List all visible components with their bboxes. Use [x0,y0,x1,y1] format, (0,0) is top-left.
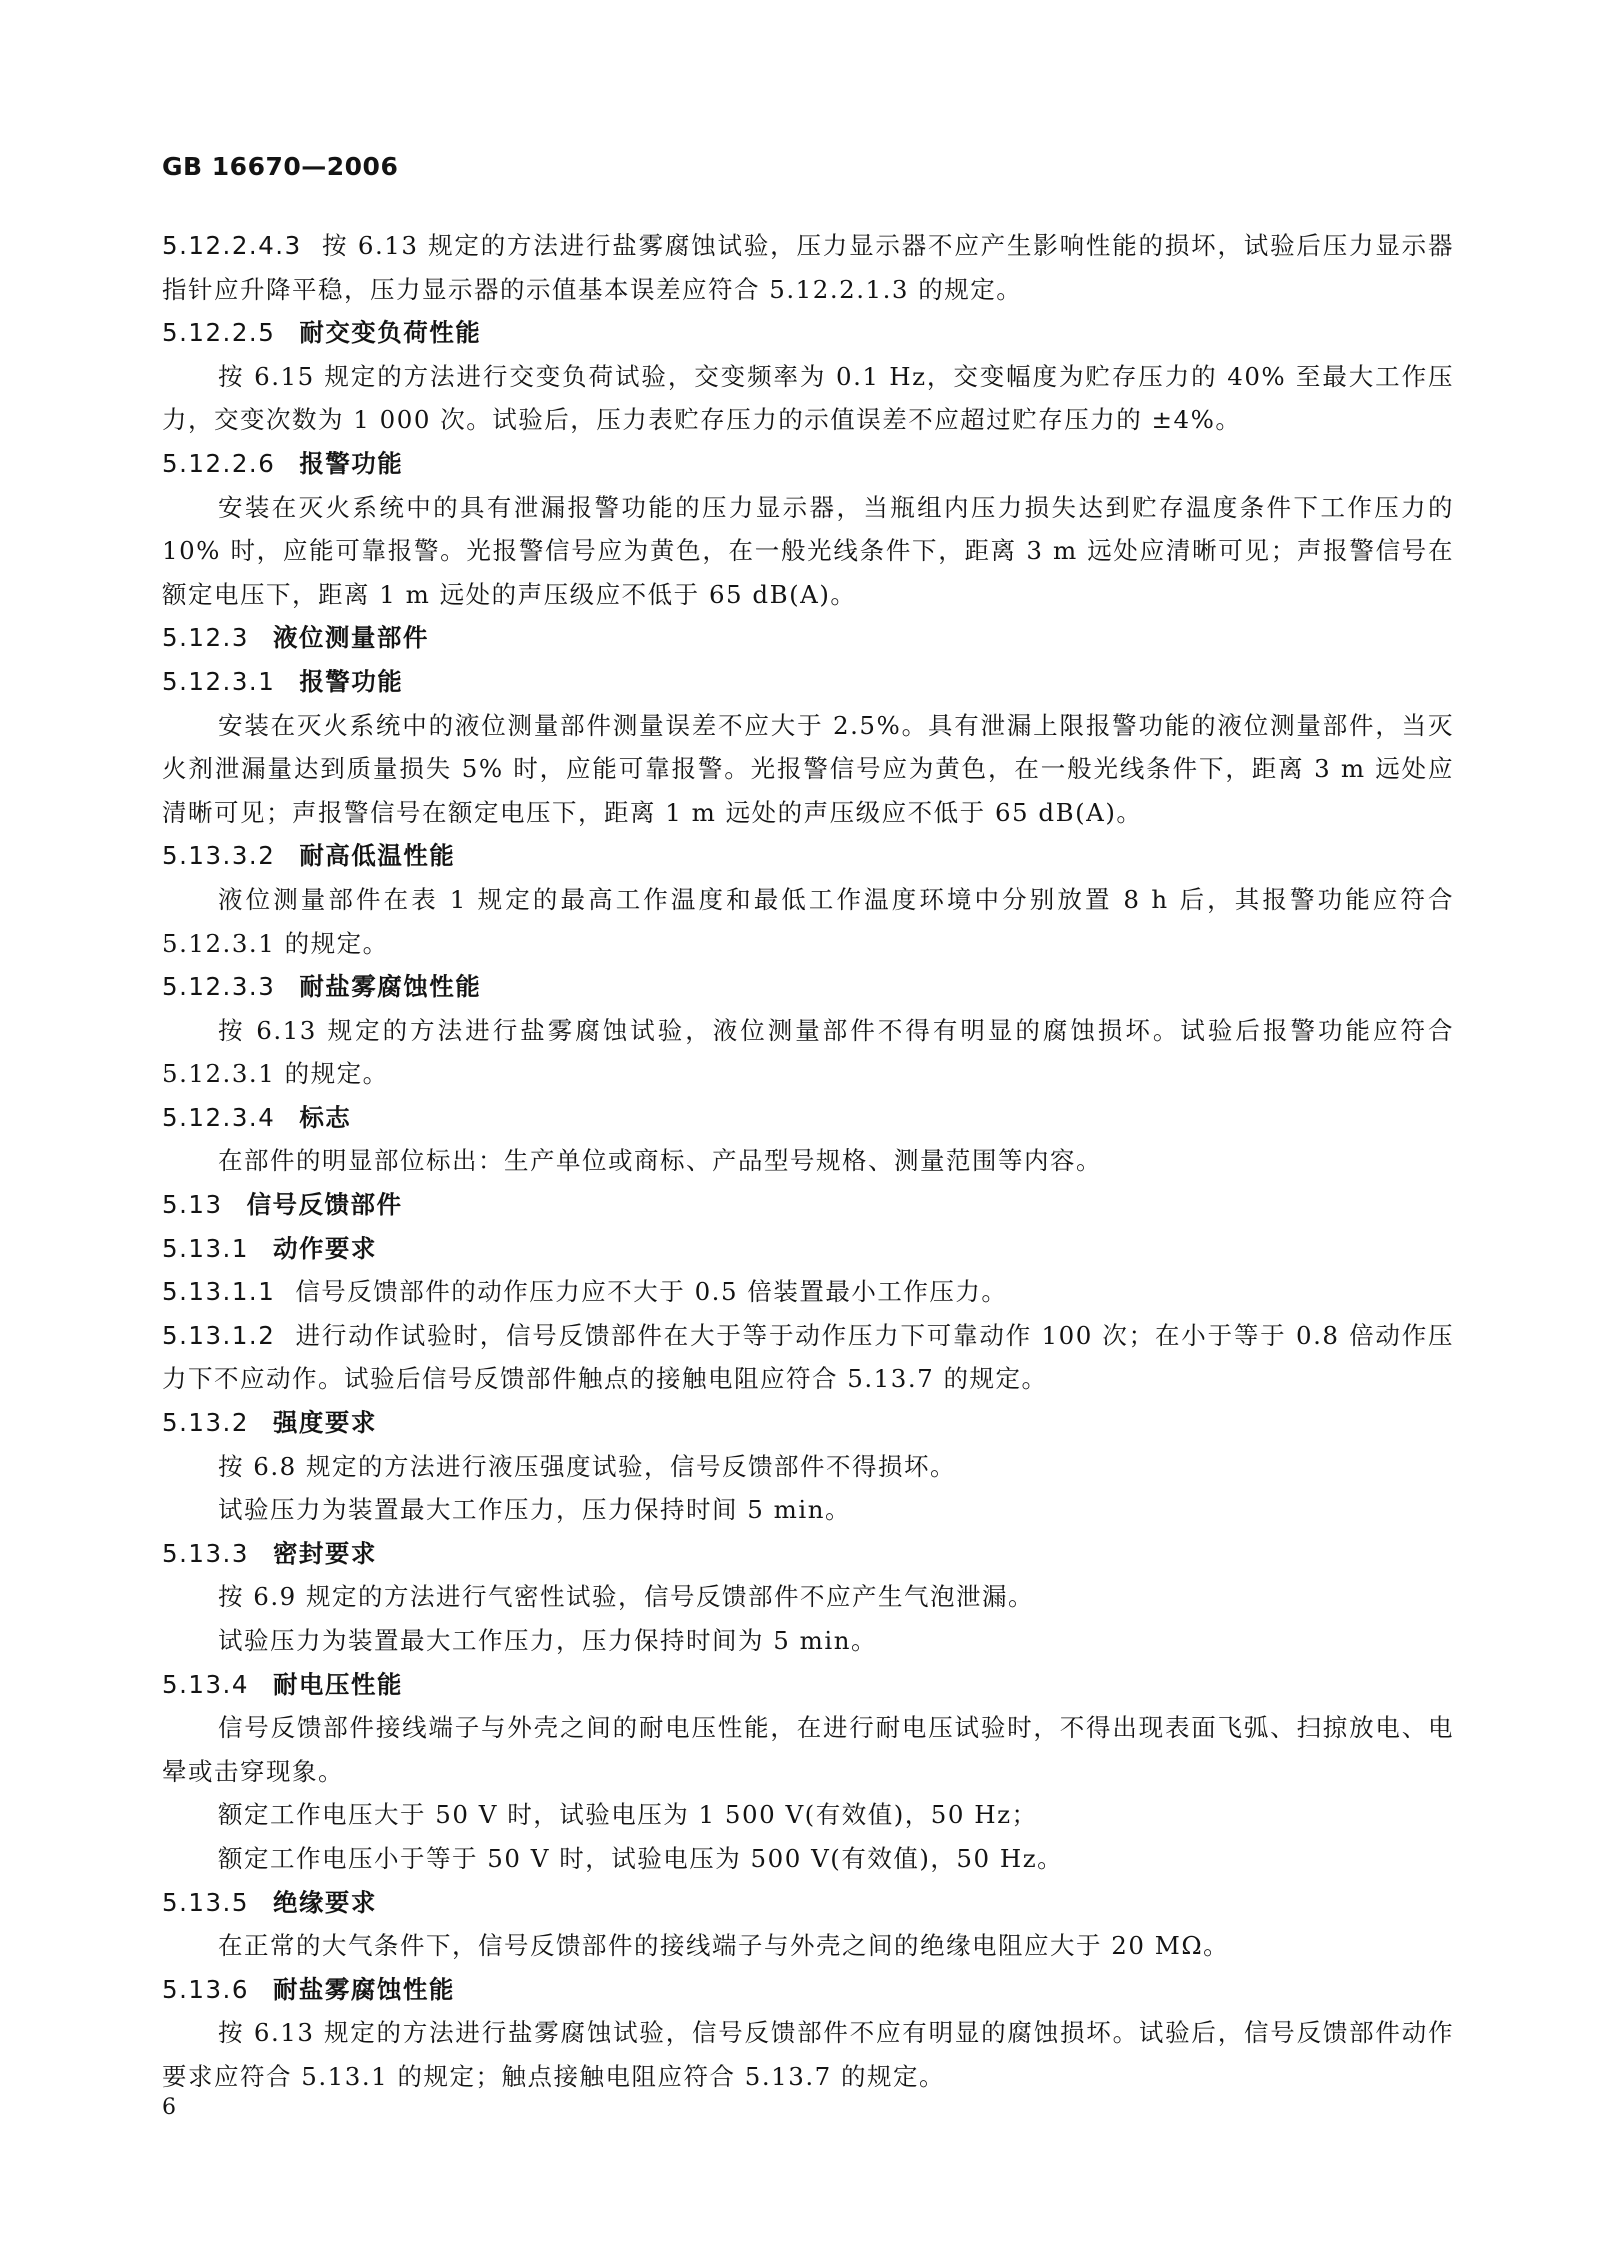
heading-title: 信号反馈部件 [246,1190,403,1220]
clause-number: 5.13.1.1 [162,1277,276,1307]
paragraph: 按 6.9 规定的方法进行气密性试验，信号反馈部件不应产生气泡泄漏。 [218,1582,1035,1612]
clause-number: 5.13.1.2 [162,1320,276,1350]
heading-5-12-3-4 [162,1096,1454,1140]
paragraph: 信号反馈部件接线端子与外壳之间的耐电压性能，在进行耐电压试验时，不得出现表面飞弧、扫掠放电、电晕或击穿现象。 [162,1713,1454,1786]
heading-title: 耐盐雾腐蚀性能 [272,1974,455,2004]
paragraph: 额定工作电压小于等于 50 V 时，试验电压为 500 V(有效值)，50 Hz。 [218,1843,1064,1873]
paragraph: 按 6.13 规定的方法进行盐雾腐蚀试验，信号反馈部件不应有明显的腐蚀损坏。试验后，信号反馈部件动作要求应符合 5.13.1 的规定；触点接触电阻应符合 5.13.7 的规定。 [162,2018,1454,2091]
heading-title: 液位测量部件 [272,623,429,653]
paragraph: 液位测量部件在表 1 规定的最高工作温度和最低工作温度环境中分别放置 8 h 后，其报警功能应符合 5.12.3.1 的规定。 [162,884,1454,958]
heading-number: 5.12.3.1 [162,666,276,696]
heading-5-12-3-3 [162,965,1454,1009]
heading-title: 密封要求 [272,1538,377,1568]
paragraph: 试验压力为装置最大工作压力，压力保持时间 5 min。 [218,1495,852,1525]
page-header: GB 16670—2006 [162,152,399,181]
heading-title: 动作要求 [272,1233,377,1263]
document-body [162,224,1454,2099]
heading-5-13-4 [162,1663,1454,1707]
page-number: 6 [162,2095,176,2120]
heading-title: 耐盐雾腐蚀性能 [299,972,482,1002]
heading-title: 报警功能 [299,666,404,696]
heading-number: 5.13 [162,1190,223,1220]
clause-number: 5.12.2.4.3 [162,231,302,260]
paragraph: 额定工作电压大于 50 V 时，试验电压为 1 500 V(有效值)，50 Hz； [218,1800,1038,1830]
heading-5-12-2-5 [162,311,1454,355]
heading-5-12-3-1 [162,660,1454,704]
heading-number: 5.13.3.2 [162,841,276,871]
heading-number: 5.13.1 [162,1233,249,1263]
heading-5-13-3-2 [162,834,1454,878]
heading-title: 耐电压性能 [272,1669,403,1699]
paragraph: 安装在灭火系统中的具有泄漏报警功能的压力显示器，当瓶组内压力损失达到贮存温度条件下工作压力的 10% 时，应能可靠报警。光报警信号应为黄色，在一般光线条件下，距离 3 m 远处应清晰可见；声报警信号在额定电压下，距离 1 m 远处的声压级应不低于 65 dB(A)。 [162,492,1454,609]
clause-text: 按 6.13 规定的方法进行盐雾腐蚀试验，压力显示器不应产生影响性能的损坏，试验后压力显示器指针应升降平稳，压力显示器的示值基本误差应符合 5.12.2.1.3 的规定。 [162,231,1454,304]
paragraph: 按 6.15 规定的方法进行交变负荷试验，交变频率为 0.1 Hz，交变幅度为贮存压力的 40% 至最大工作压力，交变次数为 1 000 次。试验后，压力表贮存压力的示值误差不应超过贮存压力的 ±4%。 [162,361,1454,435]
heading-5-13-1 [162,1227,1454,1271]
paragraph: 按 6.13 规定的方法进行盐雾腐蚀试验，液位测量部件不得有明显的腐蚀损坏。试验后报警功能应符合 5.12.3.1 的规定。 [162,1015,1454,1089]
heading-number: 5.12.2.5 [162,318,276,348]
clause-5-12-2-4-3 [162,224,1454,311]
clause-text: 进行动作试验时，信号反馈部件在大于等于动作压力下可靠动作 100 次；在小于等于 0.8 倍动作压力下不应动作。试验后信号反馈部件触点的接触电阻应符合 5.13.7 的规定。 [162,1320,1454,1394]
heading-5-13 [162,1183,1454,1227]
paragraph: 在部件的明显部位标出：生产单位或商标、产品型号规格、测量范围等内容。 [218,1146,1102,1176]
heading-number: 5.12.2.6 [162,448,276,478]
heading-number: 5.13.6 [162,1974,249,2004]
heading-number: 5.13.4 [162,1669,249,1699]
heading-5-13-2 [162,1401,1454,1445]
heading-title: 耐高低温性能 [299,841,456,871]
heading-number: 5.13.2 [162,1408,249,1438]
heading-5-13-6 [162,1968,1454,2012]
paragraph: 安装在灭火系统中的液位测量部件测量误差不应大于 2.5%。具有泄漏上限报警功能的液位测量部件，当灭火剂泄漏量达到质量损失 5% 时，应能可靠报警。光报警信号应为黄色，在一般光线条件下，距离 3 m 远处应清晰可见；声报警信号在额定电压下，距离 1 m 远处的声压级应不低于 65 dB(A)。 [162,710,1454,827]
heading-title: 标志 [299,1102,352,1132]
clause-text: 信号反馈部件的动作压力应不大于 0.5 倍装置最小工作压力。 [295,1277,1008,1307]
heading-5-13-3 [162,1532,1454,1576]
heading-number: 5.13.5 [162,1887,249,1917]
heading-number: 5.12.3 [162,623,249,653]
heading-5-12-3 [162,616,1454,660]
paragraph: 在正常的大气条件下，信号反馈部件的接线端子与外壳之间的绝缘电阻应大于 20 MΩ。 [218,1931,1230,1961]
paragraph: 按 6.8 规定的方法进行液压强度试验，信号反馈部件不得损坏。 [218,1451,957,1481]
heading-title: 报警功能 [299,448,404,478]
heading-number: 5.12.3.4 [162,1102,276,1132]
heading-5-13-5 [162,1881,1454,1925]
heading-title: 强度要求 [272,1408,377,1438]
paragraph: 试验压力为装置最大工作压力，压力保持时间为 5 min。 [218,1626,878,1655]
heading-title: 耐交变负荷性能 [299,318,482,348]
heading-title: 绝缘要求 [272,1887,377,1917]
heading-number: 5.13.3 [162,1538,249,1568]
clause-5-13-1-1 [162,1270,1454,1314]
clause-5-13-1-2 [162,1314,1454,1401]
heading-number: 5.12.3.3 [162,972,276,1002]
heading-5-12-2-6 [162,442,1454,486]
